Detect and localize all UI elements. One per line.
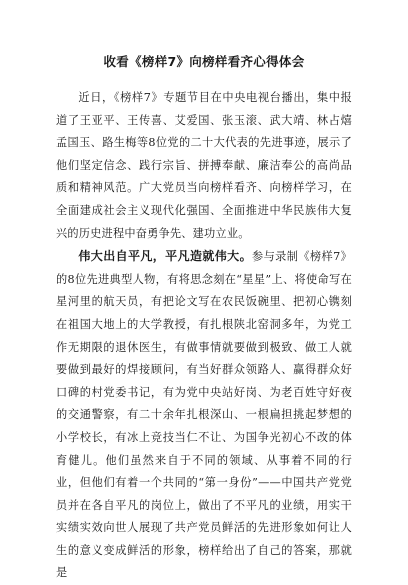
paragraph-lead-sentence: 伟大出自平凡，平凡造就伟大。	[78, 249, 252, 264]
paragraph-text: 近日，《榜样7》专题节目在中央电视台播出，集中报道了王亚平、王传喜、艾爱国、张玉滚、武大靖、林占熺孟国玉、路生梅等8位党的二十大代表的先进事迹，展示了他们坚定信念、践行宗旨、拼搏奉献、廉洁奉公的高尚品质和精神风范。广大党员当向榜样看齐、向榜样学习，在全面建成社会主义现代化强国、全面推进中华民族伟大复兴的历史进程中奋勇争先、建功立业。	[56, 91, 352, 240]
paragraph-examples	[56, 245, 352, 585]
paragraph-text: 参与录制《榜样7》的8位先进典型人物，有将思念刻在“星星”上、将使命写在星河里的航天员，有把论文写在农民饭碗里、把初心镌刻在祖国大地上的大学教授，有扎根陕北窑洞多年，为党工作无期限的退休医生，有做事情就要做到极致、做工人就要做到最好的焊接顾问，有当好群众领路人、赢得群众好口碑的村党委书记，有为党中央站好岗、为老百姓守好夜的交通警察，有二十余年扎根深山、一根扁担挑起梦想的小学校长，有冰上竞技当仁不让、为国争光初心不改的体育健儿。他们虽然来自于不同的领域、从事着不同的行业，但他们有着一个共同的“第一身份”——中国共产党党员并在各自平凡的岗位上，做出了不平凡的业绩，用实干实绩实效向世人展现了共产党员鲜活的先进形象如何让人生的意义变成鲜活的形象，榜样给出了自己的答案，那就是	[56, 250, 352, 580]
document-title: 收看《榜样7》向榜样看齐心得体会	[103, 54, 305, 69]
paragraph-intro	[56, 87, 352, 245]
